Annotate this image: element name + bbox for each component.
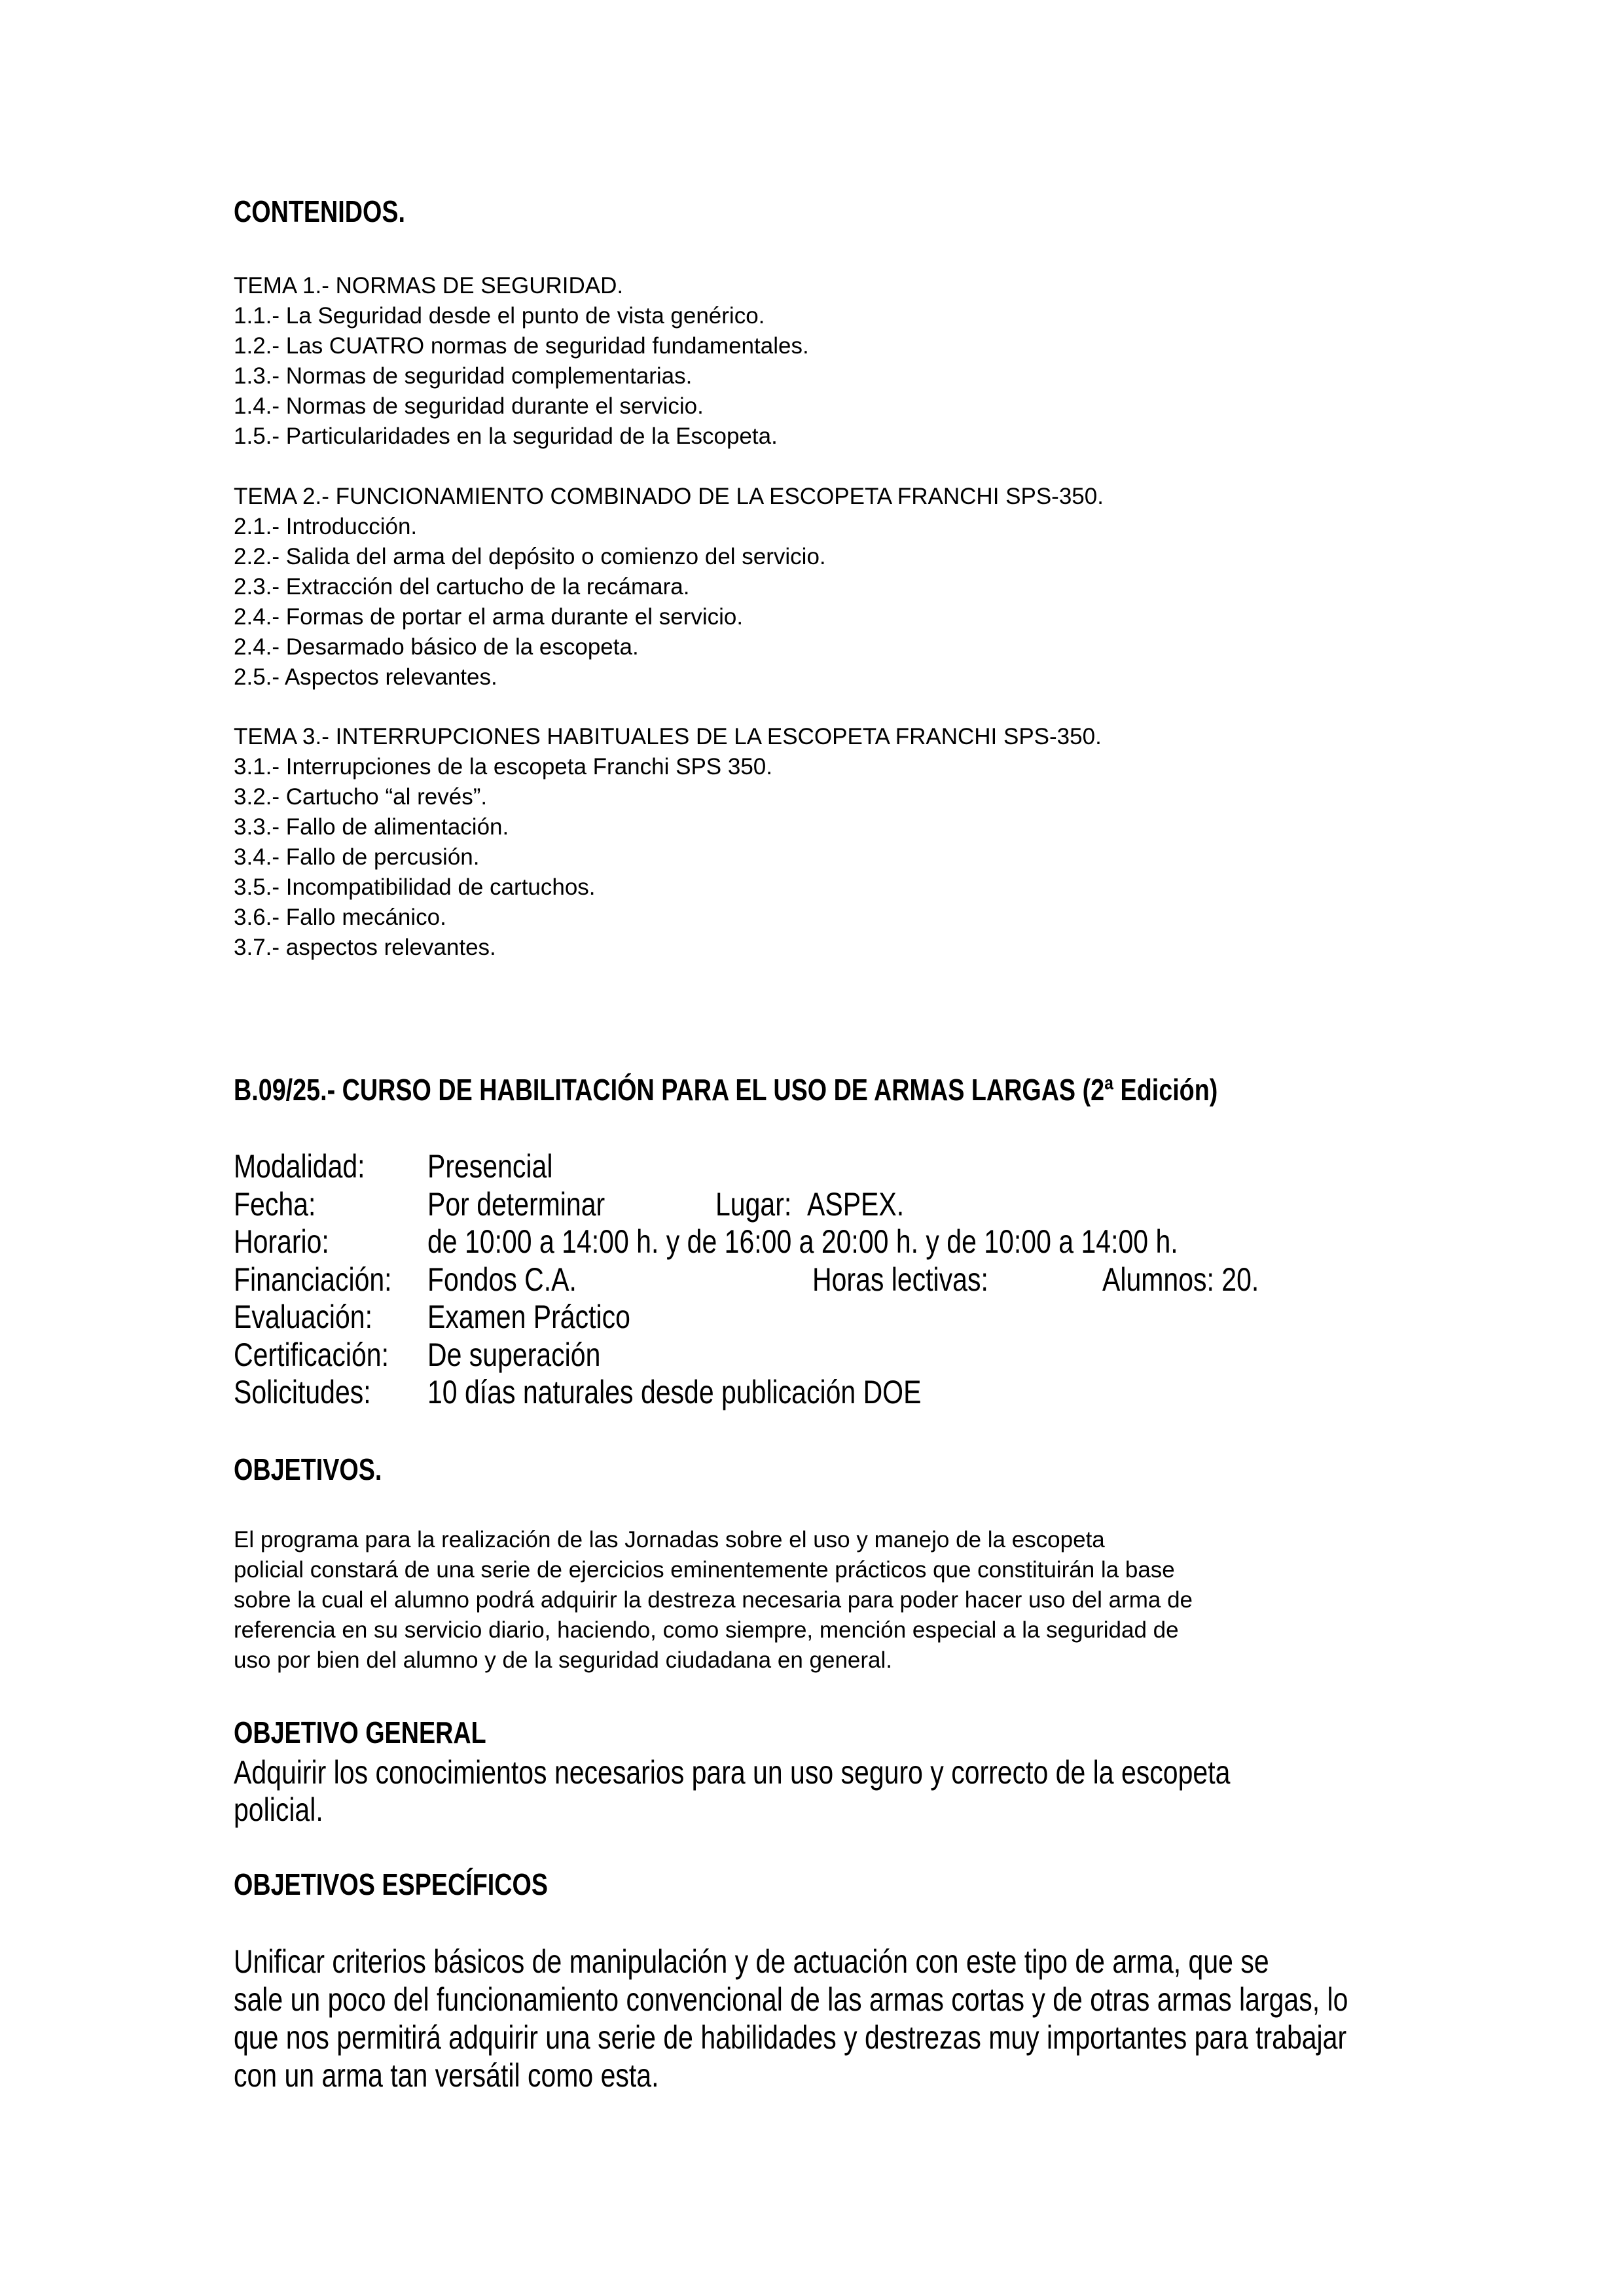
objetivos-especificos-line: sale un poco del funcionamiento convencional de las armas cortas y de otras armas largas, lo bbox=[234, 1981, 1348, 2018]
contenidos-heading: CONTENIDOS. bbox=[234, 194, 405, 228]
tema-3-item: 3.7.- aspectos relevantes. bbox=[234, 935, 496, 960]
tema-3-title: TEMA 3.- INTERRUPCIONES HABITUALES DE LA ESCOPETA FRANCHI SPS-350. bbox=[234, 724, 1102, 749]
tema-3-item: 3.2.- Cartucho “al revés”. bbox=[234, 784, 488, 810]
tema-1-item: 1.2.- Las CUATRO normas de seguridad fundamentales. bbox=[234, 333, 809, 359]
evaluacion-label: Evaluación: bbox=[234, 1299, 372, 1335]
objetivos-paragraph bbox=[234, 1525, 1193, 1676]
solicitudes-label: Solicitudes: bbox=[234, 1374, 371, 1410]
tema-2-item: 2.4.- Desarmado básico de la escopeta. bbox=[234, 634, 639, 660]
info-row-financiacion bbox=[234, 1261, 1412, 1299]
horario-value: de 10:00 a 14:00 h. y de 16:00 a 20:00 h. y de 10:00 a 14:00 h. bbox=[427, 1223, 1178, 1260]
info-row-horario bbox=[234, 1223, 1412, 1261]
tema-1-item: 1.3.- Normas de seguridad complementarias. bbox=[234, 363, 693, 389]
objetivos-line: El programa para la realización de las Jornadas sobre el uso y manejo de la escopeta bbox=[234, 1527, 1105, 1552]
modalidad-value: Presencial bbox=[427, 1148, 553, 1185]
objetivos-line: uso por bien del alumno y de la seguridad ciudadana en general. bbox=[234, 1647, 892, 1673]
certificacion-value: De superación bbox=[427, 1336, 601, 1373]
objetivos-especificos-text bbox=[234, 1943, 1348, 2094]
objetivos-especificos-heading: OBJETIVOS ESPECÍFICOS bbox=[234, 1867, 548, 1901]
objetivos-line: sobre la cual el alumno podrá adquirir la destreza necesaria para poder hacer uso del arma de bbox=[234, 1587, 1193, 1613]
evaluacion-value: Examen Práctico bbox=[427, 1299, 630, 1335]
tema-3-item: 3.6.- Fallo mecánico. bbox=[234, 905, 446, 930]
info-row-certificacion bbox=[234, 1336, 1412, 1374]
horario-label: Horario: bbox=[234, 1223, 329, 1260]
tema-3-block bbox=[234, 722, 1102, 963]
tema-2-item: 2.3.- Extracción del cartucho de la recámara. bbox=[234, 574, 690, 600]
tema-1-block bbox=[234, 271, 809, 452]
tema-3-item: 3.4.- Fallo de percusión. bbox=[234, 844, 480, 870]
objetivos-line: policial constará de una serie de ejercicios eminentemente prácticos que constituirán la base bbox=[234, 1557, 1175, 1583]
tema-1-item: 1.4.- Normas de seguridad durante el servicio. bbox=[234, 393, 704, 419]
objetivos-especificos-line: que nos permitirá adquirir una serie de habilidades y destrezas muy importantes para trabajar bbox=[234, 2019, 1347, 2056]
tema-2-item: 2.4.- Formas de portar el arma durante el servicio. bbox=[234, 604, 744, 630]
objetivos-especificos-line: con un arma tan versátil como esta. bbox=[234, 2057, 659, 2094]
tema-3-item: 3.1.- Interrupciones de la escopeta Franchi SPS 350. bbox=[234, 754, 772, 780]
tema-3-item: 3.3.- Fallo de alimentación. bbox=[234, 814, 509, 840]
objetivo-general-line: Adquirir los conocimientos necesarios para un uso seguro y correcto de la escopeta bbox=[234, 1754, 1231, 1791]
fecha-label: Fecha: bbox=[234, 1185, 316, 1223]
horas-lectivas-label: Horas lectivas: bbox=[812, 1261, 988, 1298]
info-row-modalidad bbox=[234, 1148, 1412, 1186]
course-info-table bbox=[234, 1148, 1412, 1412]
objetivo-general-line: policial. bbox=[234, 1791, 323, 1828]
certificacion-label: Certificación: bbox=[234, 1336, 389, 1373]
objetivo-general-text bbox=[234, 1754, 1230, 1829]
alumnos-label: Alumnos: 20. bbox=[1102, 1261, 1259, 1298]
solicitudes-value: 10 días naturales desde publicación DOE bbox=[427, 1374, 922, 1410]
tema-2-item: 2.5.- Aspectos relevantes. bbox=[234, 664, 497, 690]
objetivo-general-heading: OBJETIVO GENERAL bbox=[234, 1715, 486, 1749]
tema-1-title: TEMA 1.- NORMAS DE SEGURIDAD. bbox=[234, 273, 624, 298]
tema-3-item: 3.5.- Incompatibilidad de cartuchos. bbox=[234, 874, 596, 900]
lugar-label: Lugar: bbox=[715, 1185, 792, 1223]
objetivos-line: referencia en su servicio diario, haciendo, como siempre, mención especial a la seguridad de bbox=[234, 1617, 1179, 1643]
info-row-evaluacion bbox=[234, 1299, 1412, 1336]
course-title: B.09/25.- CURSO DE HABILITACIÓN PARA EL USO DE ARMAS LARGAS (2ª Edición) bbox=[234, 1073, 1218, 1107]
objetivos-heading: OBJETIVOS. bbox=[234, 1452, 382, 1486]
financiacion-value: Fondos C.A. bbox=[427, 1261, 577, 1298]
fecha-value: Por determinar bbox=[427, 1185, 605, 1223]
tema-2-title: TEMA 2.- FUNCIONAMIENTO COMBINADO DE LA ESCOPETA FRANCHI SPS-350. bbox=[234, 484, 1104, 509]
objetivos-especificos-line: Unificar criterios básicos de manipulación y de actuación con este tipo de arma, que se bbox=[234, 1943, 1269, 1980]
tema-2-item: 2.1.- Introducción. bbox=[234, 514, 418, 539]
info-row-fecha bbox=[234, 1186, 1412, 1224]
financiacion-label: Financiación: bbox=[234, 1261, 392, 1298]
tema-2-block bbox=[234, 482, 1104, 692]
info-row-solicitudes bbox=[234, 1374, 1412, 1412]
lugar-value: ASPEX. bbox=[807, 1185, 905, 1223]
tema-2-item: 2.2.- Salida del arma del depósito o comienzo del servicio. bbox=[234, 544, 826, 569]
tema-1-item: 1.1.- La Seguridad desde el punto de vista genérico. bbox=[234, 303, 765, 329]
modalidad-label: Modalidad: bbox=[234, 1148, 365, 1185]
tema-1-item: 1.5.- Particularidades en la seguridad de la Escopeta. bbox=[234, 423, 778, 449]
